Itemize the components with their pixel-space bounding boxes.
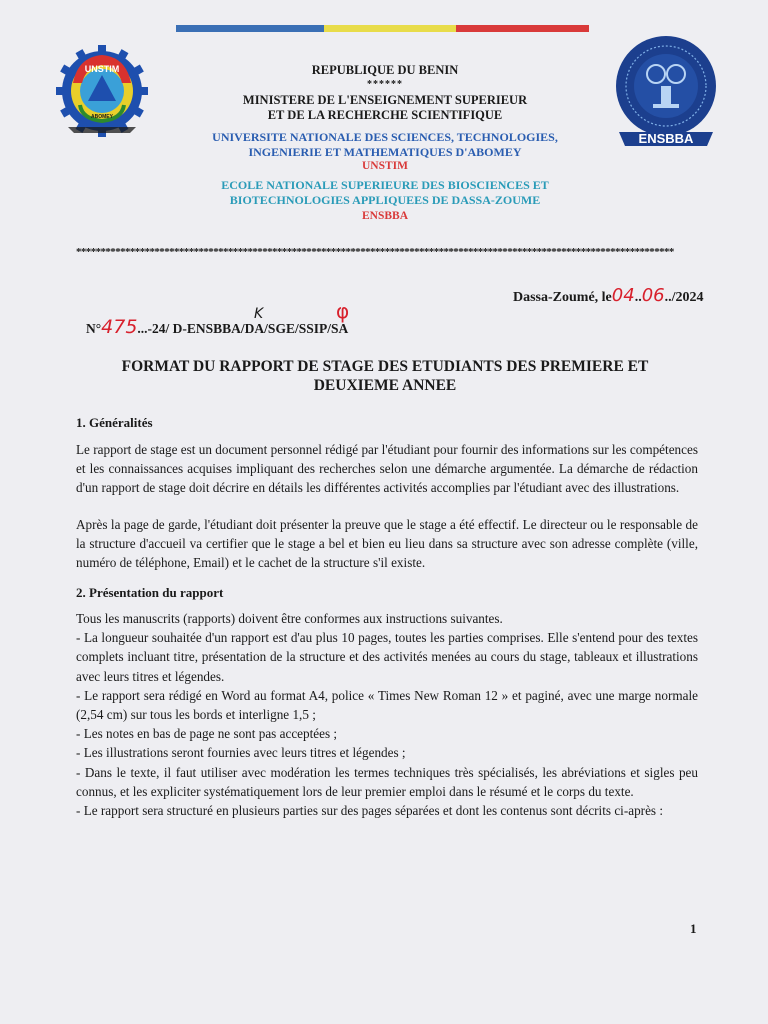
- handwritten-mark-p: φ: [336, 299, 350, 323]
- date-dots-2: ..: [664, 290, 672, 305]
- school-line-2: BIOTECHNOLOGIES APPLIQUEES DE DASSA-ZOUME: [229, 193, 541, 207]
- section-2-heading: 2. Présentation du rapport: [76, 585, 224, 600]
- ministry-line-1: MINISTERE DE L'ENSEIGNEMENT SUPERIEUR: [242, 93, 528, 107]
- date-dots-1: ..: [634, 290, 642, 305]
- university-line-2: INGENIERIE ET MATHEMATIQUES D'ABOMEY: [248, 145, 522, 159]
- section-1-heading: 1. Généralités: [76, 415, 153, 430]
- ministry-name: [160, 93, 610, 123]
- reference-code: ...-24/ D-ENSBBA/DA/SGE/SSIP/SA: [137, 321, 349, 336]
- header-stars: ******: [367, 79, 403, 90]
- section-1-paragraph-1: Le rapport de stage est un document personnel rédigé par l'étudiant pour fournir des informations sur les compétences et les connaissances acquises impliquant des recherches selon une démarche argumentée. La démarche de rédaction d'un rapport de stage doit décrire en détails les différentes activités accomplies par l'étudiant avec des illustrations.: [76, 442, 698, 496]
- section-2-body: [76, 609, 698, 820]
- university-line-1: UNIVERSITE NATIONALE DES SCIENCES, TECHNOLOGIES,: [212, 130, 558, 144]
- reference-number-handwritten: 475: [101, 316, 138, 338]
- flag-stripe: [176, 25, 589, 32]
- reference-prefix: N°: [86, 321, 102, 336]
- school-acronym: ENSBBA: [361, 210, 409, 222]
- country-name: REPUBLIQUE DU BENIN: [311, 63, 459, 77]
- school-name: [160, 178, 610, 208]
- ministry-line-2: ET DE LA RECHERCHE SCIENTIFIQUE: [267, 108, 503, 122]
- title-line-1: FORMAT DU RAPPORT DE STAGE DES ETUDIANTS DES PREMIERE ET: [121, 358, 649, 375]
- section-2-intro: Tous les manuscrits (rapports) doivent être conformes aux instructions suivantes.: [76, 611, 503, 626]
- section-2-item: - Le rapport sera rédigé en Word au format A4, police « Times New Roman 12 » et paginé, avec une marge normale (2,54 cm) sur tous les bords et interligne 1,5 ;: [76, 687, 698, 723]
- unstim-logo: [40, 44, 164, 138]
- section-2-item: - Le rapport sera structuré en plusieurs parties sur des pages séparées et dont les contenus sont décrits ci-après :: [76, 803, 664, 819]
- title-line-2: DEUXIEME ANNEE: [313, 377, 457, 394]
- reference-number: [86, 316, 348, 338]
- section-2-item: - Les illustrations seront fournies avec leurs titres et légendes ;: [76, 745, 406, 761]
- section-2-item: - La longueur souhaitée d'un rapport est d'au plus 10 pages, toutes les parties comprises. Elle s'entend pour des textes complets incluant titre, présentation de la structure et des activités menées au cours du stage, tableaux et illustrations avec leurs titres et légendes.: [76, 630, 698, 684]
- logo-left-bottom-text: ABOMEY: [91, 114, 113, 120]
- date-month-handwritten: 06: [641, 285, 665, 306]
- ensbba-logo: [605, 34, 727, 150]
- document-title: [70, 357, 700, 395]
- logo-left-top-text: UNSTIM: [84, 64, 120, 74]
- page-number: 1: [690, 921, 697, 936]
- university-name: [160, 130, 610, 160]
- flag-yellow-segment: [324, 25, 456, 32]
- date-line: [513, 285, 703, 306]
- section-1-paragraph-2: Après la page de garde, l'étudiant doit présenter la preuve que le stage a été effectif. Le directeur ou le responsable de la structure d'accueil va certifier que le stage a bel et bien eu lieu dans sa structure avec son adresse complète (ville, numéro de téléphone, Email) et le cachet de la structure s'il existe.: [76, 517, 698, 571]
- date-year: /2024: [671, 290, 704, 305]
- university-acronym: UNSTIM: [361, 160, 408, 172]
- school-line-1: ECOLE NATIONALE SUPERIEURE DES BIOSCIENCES ET: [221, 178, 549, 192]
- section-2-item: - Dans le texte, il faut utiliser avec modération les termes techniques très spécialisés, les abréviations et sigles peu connus, et les expliciter systématiquement lors de leur premier emploi dans le résumé et le corps du texte.: [76, 764, 698, 799]
- date-prefix: Dassa-Zoumé, le: [513, 290, 612, 305]
- separator-line: **************************************************************************************************************************: [76, 246, 674, 258]
- date-day-handwritten: 04: [611, 285, 635, 306]
- logo-right-banner-text: ENSBBA: [638, 131, 694, 146]
- flag-red-segment: [456, 25, 589, 32]
- flag-blue-segment: [176, 25, 324, 32]
- handwritten-mark-k: K: [254, 306, 264, 322]
- section-2-item: - Les notes en bas de page ne sont pas acceptées ;: [76, 726, 338, 742]
